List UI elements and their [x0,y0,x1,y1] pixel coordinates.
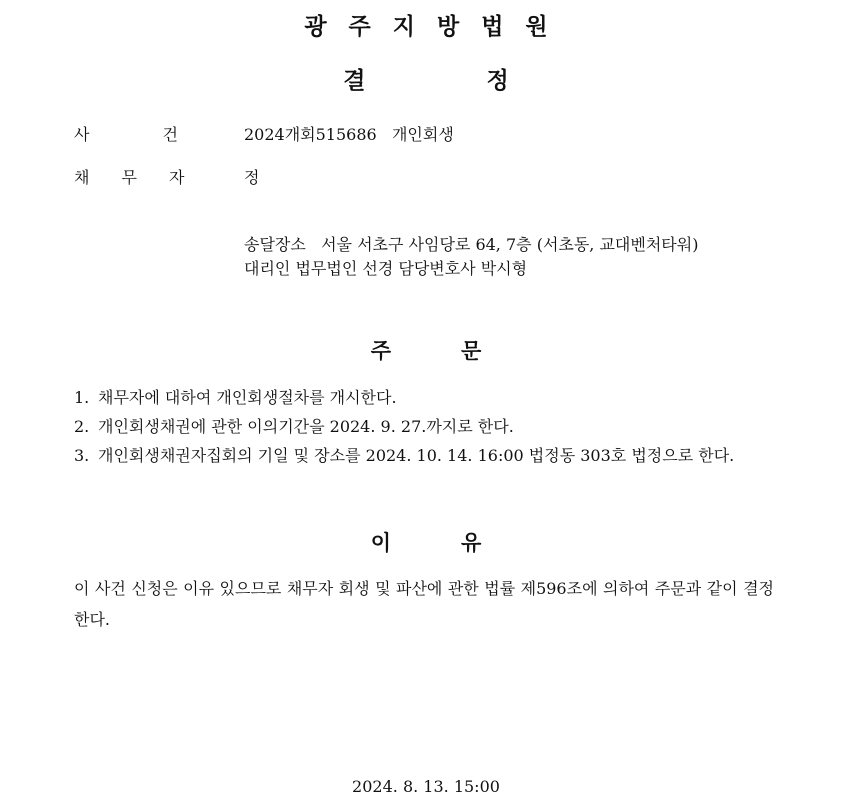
court-title: 광주지방법원 [304,14,570,40]
decision-title-char: 정 [486,68,509,94]
reason-heading [0,527,852,557]
reason-heading-char: 이 [370,531,391,555]
debtor-row [74,165,259,188]
order-item [74,441,784,470]
debtor-label-char: 채 [74,168,90,187]
order-heading-char: 주 [370,339,391,363]
case-label [74,122,244,145]
reason-heading-char: 유 [461,531,482,555]
debtor-label-char: 무 [121,168,137,187]
order-heading-char: 문 [461,339,482,363]
order-item-text: 채무자에 대하여 개인회생절차를 개시한다. [98,388,397,407]
case-label-char: 건 [162,125,178,144]
debtor-name: 정 [244,168,260,187]
order-item [74,412,784,441]
order-item-number: 1. [74,388,90,407]
case-number: 2024개회515686 개인회생 [244,125,454,144]
decision-title [0,62,852,95]
debtor-label [74,165,244,188]
case-label-char: 사 [74,125,90,144]
case-row [74,122,454,145]
order-list [74,383,784,470]
service-address: 송달장소 서울 서초구 사임당로 64, 7층 (서초동, 교대벤처타워) [244,235,699,254]
order-heading [0,335,852,365]
order-item-number: 2. [74,417,90,436]
order-item-text: 개인회생채권자집회의 기일 및 장소를 2024. 10. 14. 16:00 법정동 303호 법정으로 한다. [98,446,735,465]
order-item-text: 개인회생채권에 관한 이의기간을 2024. 9. 27.까지로 한다. [98,417,514,436]
decision-title-char: 결 [343,68,366,94]
debtor-label-char: 자 [168,168,185,187]
service-block [244,233,698,281]
order-item [74,383,784,412]
reason-text: 이 사건 신청은 이유 있으므로 채무자 회생 및 파산에 관한 법률 제596조에 의하여 주문과 같이 결정한다. [74,579,774,629]
service-agent: 대리인 법무법인 선경 담당변호사 박시형 [244,259,528,278]
order-item-number: 3. [74,446,90,465]
decision-date: 2024. 8. 13. 15:00 [352,777,500,796]
